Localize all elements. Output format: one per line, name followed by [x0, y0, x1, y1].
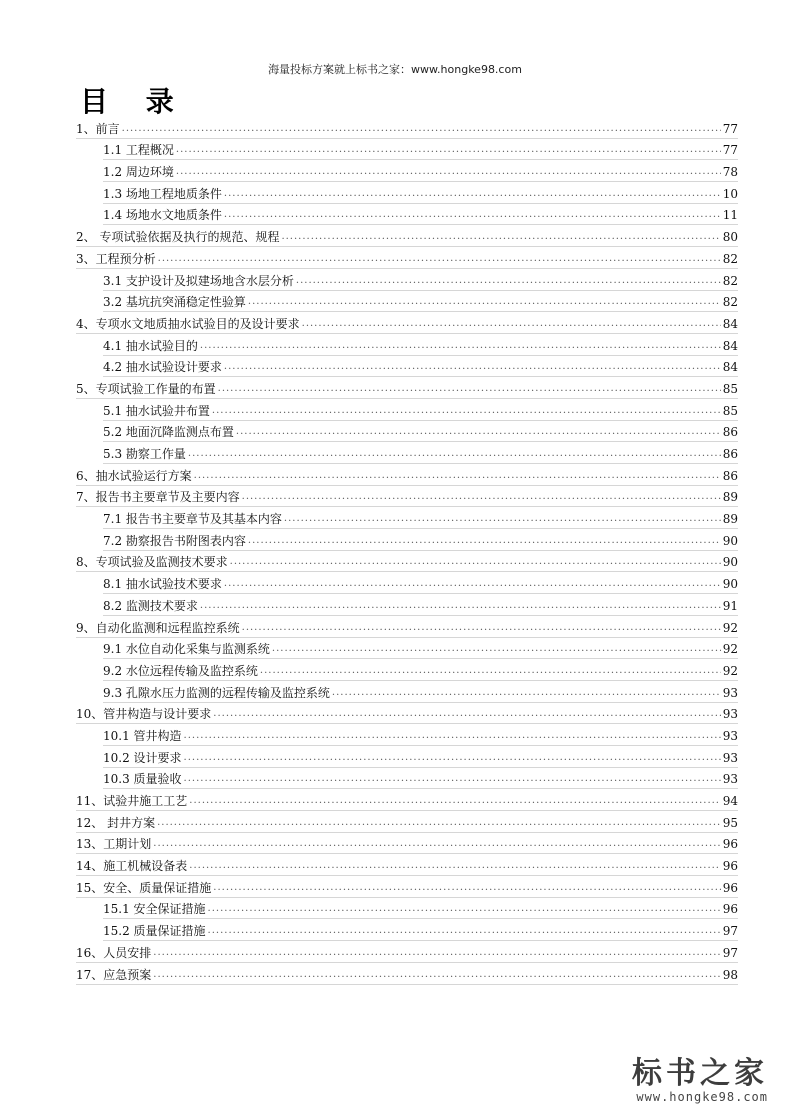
toc-entry-label: 6、抽水试验运行方案 — [76, 468, 192, 483]
toc-leader-dots — [122, 122, 721, 138]
toc-entry-label: 9、自动化监测和远程监控系统 — [76, 620, 240, 635]
toc-entry[interactable] — [76, 963, 738, 985]
brand-name: 标书之家 — [632, 1056, 768, 1091]
toc-entry-label: 5.3 勘察工作量 — [103, 447, 186, 461]
toc-entry-label: 4、专项水文地质抽水试验目的及设计要求 — [76, 316, 300, 331]
toc-leader-dots — [158, 252, 721, 268]
toc-entry-label: 8.2 监测技术要求 — [103, 598, 198, 613]
toc-leader-dots — [189, 794, 720, 810]
toc-entry-page: 11 — [722, 208, 738, 223]
toc-entry-label: 5.1 抽水试验井布置 — [103, 403, 210, 418]
toc-entry[interactable] — [76, 811, 738, 833]
toc-entry-label: 9.1 水位自动化采集与监测系统 — [103, 642, 270, 657]
toc-entry-label: 7.1 报告书主要章节及其基本内容 — [103, 512, 282, 527]
toc-leader-dots — [213, 881, 720, 897]
toc-leader-dots — [176, 165, 721, 181]
toc-entry[interactable] — [76, 312, 738, 334]
toc-entry-label: 2、 专项试验依据及执行的规范、规程 — [76, 230, 280, 245]
toc-entry[interactable] — [76, 377, 738, 399]
toc-entry[interactable] — [103, 724, 738, 746]
toc-entry-page: 84 — [722, 316, 738, 331]
toc-leader-dots — [194, 469, 721, 485]
toc-entry-label: 3、工程预分析 — [76, 251, 156, 266]
toc-leader-dots — [242, 490, 721, 506]
toc-leader-dots — [176, 143, 721, 159]
toc-leader-dots — [153, 968, 720, 984]
toc-leader-dots — [236, 425, 721, 441]
toc-entry-page: 96 — [722, 859, 738, 874]
toc-entry[interactable] — [76, 464, 738, 486]
toc-entry[interactable] — [103, 507, 738, 529]
toc-leader-dots — [200, 599, 721, 615]
toc-entry-page: 82 — [722, 295, 738, 310]
toc-entry-page: 93 — [722, 707, 738, 722]
toc-entry-page: 77 — [722, 121, 738, 136]
toc-leader-dots — [184, 751, 721, 767]
toc-leader-dots — [184, 729, 721, 745]
toc-entry[interactable] — [103, 638, 738, 660]
toc-leader-dots — [224, 208, 721, 224]
toc-entry[interactable] — [76, 941, 738, 963]
toc-entry[interactable] — [76, 486, 738, 508]
toc-entry-label: 5.2 地面沉降监测点布置 — [103, 425, 234, 440]
toc-entry-label: 15、安全、质量保证措施 — [76, 880, 212, 895]
toc-leader-dots — [218, 382, 721, 398]
toc-entry[interactable] — [76, 117, 738, 139]
toc-entry[interactable] — [76, 703, 738, 725]
toc-entry[interactable] — [103, 898, 738, 920]
toc-leader-dots — [200, 339, 721, 355]
toc-leader-dots — [208, 902, 721, 918]
toc-entry[interactable] — [76, 225, 738, 247]
toc-entry-page: 93 — [722, 685, 738, 700]
toc-entry-page: 85 — [722, 381, 738, 396]
toc-entry-page: 84 — [722, 360, 738, 375]
toc-leader-dots — [242, 621, 721, 637]
toc-entry-page: 86 — [722, 425, 738, 440]
toc-entry-page: 93 — [722, 728, 738, 743]
toc-title: 目 录 — [80, 85, 188, 118]
toc-leader-dots — [332, 686, 721, 702]
toc-entry[interactable] — [103, 681, 738, 703]
toc-entry-label: 1.4 场地水文地质条件 — [103, 208, 222, 223]
toc-entry-page: 90 — [722, 533, 738, 548]
toc-entry[interactable] — [103, 659, 738, 681]
toc-entry-label: 11、试验井施工工艺 — [76, 794, 188, 808]
toc-entry-label: 7、报告书主要章节及主要内容 — [76, 490, 240, 505]
toc-entry[interactable] — [103, 356, 738, 378]
toc-entry[interactable] — [103, 160, 738, 182]
toc-entry-label: 15.2 质量保证措施 — [103, 924, 206, 939]
toc-leader-dots — [153, 946, 720, 962]
toc-entry-page: 97 — [722, 924, 738, 939]
toc-leader-dots — [189, 859, 720, 875]
brand-logo — [632, 1058, 768, 1104]
toc-leader-dots — [248, 534, 721, 550]
toc-entry-page: 93 — [722, 750, 738, 765]
toc-entry-label: 7.2 勘察报告书附图表内容 — [103, 533, 246, 548]
toc-entry[interactable] — [103, 768, 738, 790]
toc-entry-page: 90 — [722, 555, 738, 570]
toc-entry[interactable] — [76, 854, 738, 876]
toc-entry-label: 5、专项试验工作量的布置 — [76, 381, 216, 396]
toc-entry-page: 78 — [722, 165, 738, 180]
toc-entry[interactable] — [103, 572, 738, 594]
toc-entry-page: 80 — [722, 230, 738, 245]
toc-entry-label: 10、管井构造与设计要求 — [76, 707, 212, 722]
toc-entry[interactable] — [76, 833, 738, 855]
toc-entry-label: 12、 封井方案 — [76, 815, 156, 830]
toc-leader-dots — [224, 577, 721, 593]
toc-entry-page: 96 — [722, 902, 738, 917]
toc-entry-label: 1、前言 — [76, 121, 120, 136]
toc-leader-dots — [296, 274, 721, 290]
toc-entry-page: 85 — [722, 403, 738, 418]
toc-leader-dots — [248, 295, 721, 311]
table-of-contents — [0, 117, 790, 985]
toc-entry[interactable] — [76, 616, 738, 638]
toc-entry-page: 96 — [722, 837, 738, 852]
header-note: 海量投标方案就上标书之家：www.hongke98.com — [268, 63, 522, 76]
toc-entry-page: 77 — [722, 143, 738, 158]
toc-entry-page: 82 — [722, 273, 738, 288]
toc-entry-page: 95 — [722, 815, 738, 830]
toc-leader-dots — [157, 816, 721, 832]
toc-entry-label: 15.1 安全保证措施 — [103, 902, 206, 917]
toc-entry-page: 98 — [722, 967, 738, 982]
toc-leader-dots — [284, 512, 721, 528]
toc-leader-dots — [260, 664, 721, 680]
toc-entry[interactable] — [76, 876, 738, 898]
toc-entry-page: 97 — [722, 945, 738, 960]
toc-entry[interactable] — [76, 789, 738, 811]
toc-entry-label: 8、专项试验及监测技术要求 — [76, 555, 228, 570]
toc-entry-label: 10.2 设计要求 — [103, 750, 182, 765]
toc-leader-dots — [230, 555, 721, 571]
toc-entry-page: 89 — [722, 490, 738, 505]
toc-entry-page: 92 — [722, 620, 738, 635]
toc-entry-page: 84 — [722, 338, 738, 353]
toc-entry-label: 1.3 场地工程地质条件 — [103, 186, 222, 201]
toc-leader-dots — [184, 772, 721, 788]
toc-entry-label: 13、工期计划 — [76, 837, 152, 852]
toc-entry-label: 1.2 周边环境 — [103, 165, 174, 180]
toc-leader-dots — [208, 924, 721, 940]
toc-entry[interactable] — [76, 247, 738, 269]
toc-entry[interactable] — [103, 269, 738, 291]
toc-entry[interactable] — [103, 399, 738, 421]
toc-entry-page: 90 — [722, 577, 738, 592]
toc-leader-dots — [224, 360, 721, 376]
toc-entry-label: 10.1 管井构造 — [103, 728, 182, 743]
toc-entry[interactable] — [76, 551, 738, 573]
toc-entry[interactable] — [103, 421, 738, 443]
toc-entry-label: 10.3 质量验收 — [103, 772, 182, 787]
toc-leader-dots — [272, 642, 721, 658]
toc-entry-label: 9.3 孔隙水压力监测的远程传输及监控系统 — [103, 685, 330, 700]
toc-entry[interactable] — [103, 139, 738, 161]
toc-leader-dots — [212, 404, 721, 420]
toc-entry-label: 14、施工机械设备表 — [76, 859, 188, 874]
toc-leader-dots — [153, 837, 720, 853]
toc-entry[interactable] — [103, 182, 738, 204]
toc-entry-page: 82 — [722, 251, 738, 266]
toc-entry-page: 86 — [722, 447, 738, 461]
toc-entry[interactable] — [103, 746, 738, 768]
toc-entry-label: 1.1 工程概况 — [103, 143, 174, 158]
toc-entry-label: 17、应急预案 — [76, 967, 152, 982]
toc-leader-dots — [302, 317, 721, 333]
toc-leader-dots — [224, 187, 721, 203]
toc-entry-label: 3.1 支护设计及拟建场地含水层分析 — [103, 273, 294, 288]
toc-entry-label: 4.1 抽水试验目的 — [103, 338, 198, 353]
toc-entry[interactable] — [103, 442, 738, 464]
toc-entry[interactable] — [103, 919, 738, 941]
toc-entry-page: 92 — [722, 663, 738, 678]
toc-leader-dots — [281, 230, 720, 246]
toc-entry[interactable] — [103, 204, 738, 226]
toc-entry-label: 16、人员安排 — [76, 945, 152, 960]
toc-entry-page: 96 — [722, 880, 738, 895]
toc-entry-page: 92 — [722, 642, 738, 657]
toc-entry-page: 86 — [722, 468, 738, 483]
toc-entry-page: 94 — [722, 794, 738, 808]
toc-leader-dots — [213, 707, 720, 723]
toc-entry-label: 9.2 水位远程传输及监控系统 — [103, 663, 258, 678]
toc-entry-label: 8.1 抽水试验技术要求 — [103, 577, 222, 592]
toc-entry-page: 89 — [722, 512, 738, 527]
toc-entry-page: 10 — [722, 186, 738, 201]
toc-entry[interactable] — [103, 334, 738, 356]
toc-entry[interactable] — [103, 291, 738, 313]
toc-entry-page: 91 — [722, 598, 738, 613]
toc-entry-label: 4.2 抽水试验设计要求 — [103, 360, 222, 375]
toc-entry-page: 93 — [722, 772, 738, 787]
toc-leader-dots — [188, 447, 721, 463]
toc-entry-label: 3.2 基坑抗突涌稳定性验算 — [103, 295, 246, 310]
brand-url: www.hongke98.com — [636, 1090, 768, 1104]
toc-entry[interactable] — [103, 529, 738, 551]
toc-entry[interactable] — [103, 594, 738, 616]
